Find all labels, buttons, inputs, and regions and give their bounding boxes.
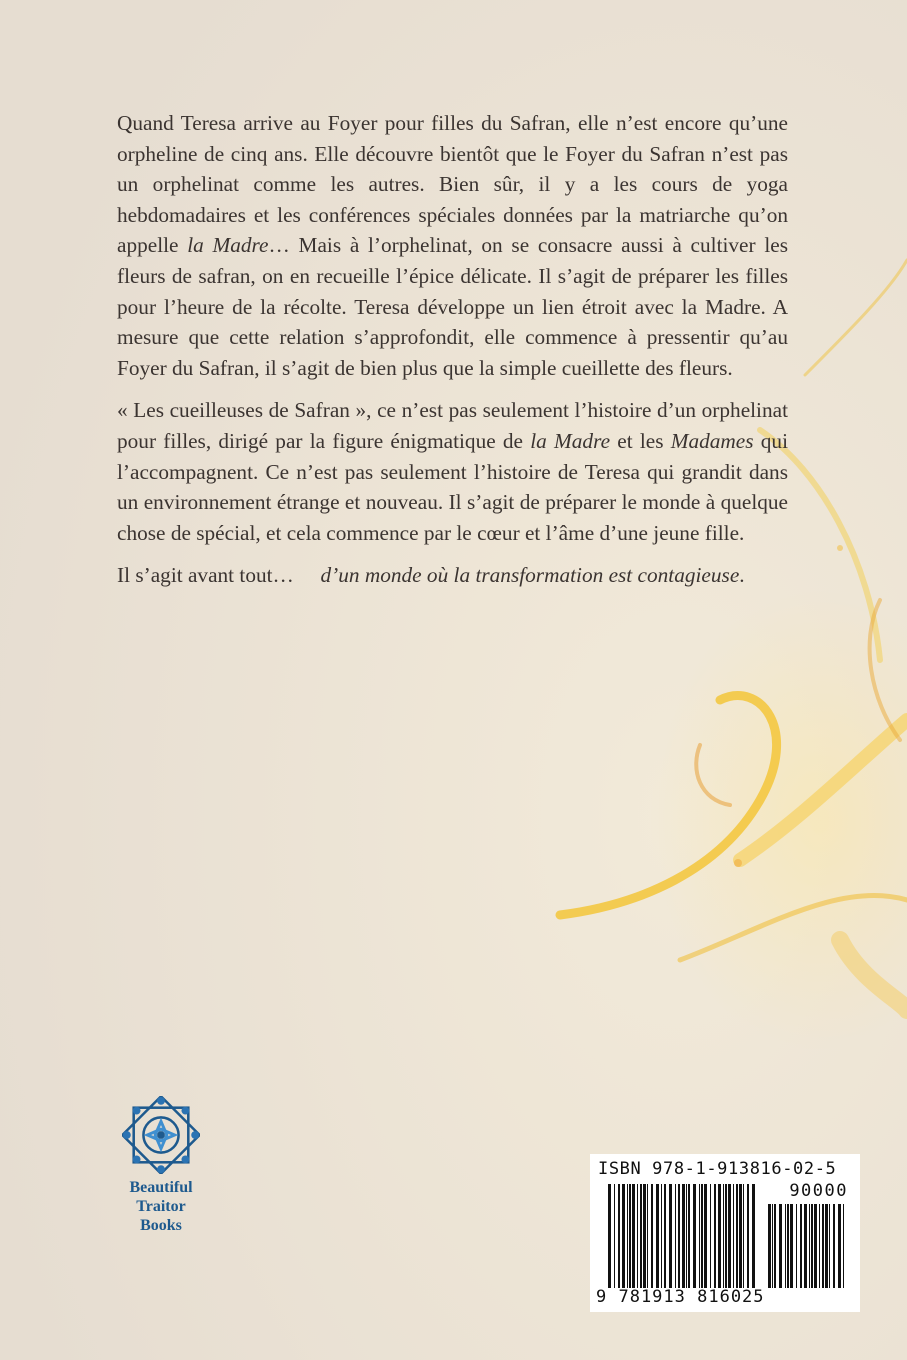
barcode-bar: [787, 1204, 789, 1288]
publisher-name-line-3: Books: [140, 1217, 182, 1234]
barcode-bar: [608, 1184, 611, 1288]
barcode-bar: [637, 1184, 638, 1288]
barcode-bar: [622, 1184, 625, 1288]
barcode-bar: [686, 1184, 687, 1288]
publisher-name-line-1: Beautiful: [129, 1179, 193, 1196]
back-cover-blurb: [117, 108, 788, 603]
blurb-paragraph-3: [117, 560, 788, 591]
blurb-paragraph-2-italic-1: la Madre: [530, 428, 611, 453]
barcode-bar: [656, 1184, 659, 1288]
blurb-paragraph-2-italic-2: Madames: [670, 428, 754, 453]
barcode-bar: [678, 1184, 680, 1288]
blurb-paragraph-2: [117, 395, 788, 548]
barcode-bar: [614, 1184, 615, 1288]
barcode-bar: [779, 1204, 782, 1288]
barcode-bar: [819, 1204, 820, 1288]
barcode-bar: [829, 1204, 830, 1288]
blurb-paragraph-3-text-2: .: [739, 563, 745, 588]
barcode-bar: [838, 1204, 841, 1288]
barcode-bar: [682, 1184, 685, 1288]
barcode-bar: [768, 1204, 771, 1288]
barcode-bar: [632, 1184, 635, 1288]
barcode-bar: [618, 1184, 620, 1288]
barcode-bar: [772, 1204, 773, 1288]
price-code: 90000: [789, 1181, 848, 1201]
barcode-bars-addon: [768, 1204, 848, 1288]
barcode-bar: [664, 1184, 666, 1288]
barcode-bar: [701, 1184, 703, 1288]
barcode-bar: [661, 1184, 662, 1288]
barcode-bar: [651, 1184, 653, 1288]
barcode-bar: [640, 1184, 642, 1288]
barcode-bar: [809, 1204, 810, 1288]
barcode-bar: [822, 1204, 824, 1288]
blurb-paragraph-2-text-3: qui l’accompagnent. Ce n’est pas seulement l’histoire de Teresa qui grandit dans un environnement étrange et nouveau. Il s’agit de préparer le monde à quelque chose de spécial, et cela commence par le cœur et l’âme d’une jeune fille.: [117, 428, 788, 545]
blurb-paragraph-2-text-2: et les: [610, 428, 671, 453]
barcode-bar: [693, 1184, 696, 1288]
barcode-bar: [833, 1204, 835, 1288]
blurb-paragraph-1-italic-1: la Madre: [187, 233, 269, 258]
barcode-bar: [843, 1204, 844, 1288]
barcode-bar: [627, 1184, 628, 1288]
barcode-bar: [800, 1204, 802, 1288]
blurb-paragraph-3-text-1: Il s’agit avant tout…: [117, 563, 321, 588]
barcode-bar: [669, 1184, 672, 1288]
blurb-paragraph-1-text-2: … Mais à l’orphelinat, on se consacre aussi à cultiver les fleurs de safran, on en recueille l’épice délicate. Il s’agit de préparer les filles pour l’heure de la récolte. Teresa développe un lien étroit avec la Madre. A mesure que cette relation s’approfondit, elle commence à pressentir qu’au Foyer du Safran, il s’agit de bien plus que la simple cueillette des fleurs.: [117, 233, 788, 380]
isbn-label: ISBN 978-1-913816-02-5: [598, 1159, 837, 1179]
barcode-bar: [796, 1204, 797, 1288]
publisher-name: [118, 1178, 204, 1235]
blurb-paragraph-2-text-1: « Les cueilleuses de Safran », ce n’est pas seulement l’histoire d’un orphelinat pour filles, dirigé par la figure énigmatique de: [117, 398, 788, 453]
barcode-digits: 9 781913 816025: [596, 1287, 765, 1307]
barcode-bar: [675, 1184, 676, 1288]
barcode-bar: [710, 1184, 711, 1288]
barcode-bars-main: [608, 1184, 758, 1288]
barcode-bar: [743, 1184, 744, 1288]
barcode-bar: [714, 1184, 716, 1288]
barcode-bar: [811, 1204, 813, 1288]
barcode-bar: [814, 1204, 817, 1288]
barcode-bar: [718, 1184, 721, 1288]
isbn-barcode: [590, 1154, 860, 1312]
barcode-bar: [804, 1204, 807, 1288]
publisher-name-line-2: Traitor: [136, 1198, 186, 1215]
barcode-bar: [747, 1184, 749, 1288]
ornamental-rosette-icon: [122, 1096, 200, 1174]
barcode-bar: [736, 1184, 738, 1288]
barcode-bar: [723, 1184, 724, 1288]
barcode-bar: [739, 1184, 742, 1288]
barcode-bar: [785, 1204, 786, 1288]
barcode-bar: [825, 1204, 828, 1288]
blurb-paragraph-1: [117, 108, 788, 383]
barcode-bar: [629, 1184, 631, 1288]
barcode-bar: [647, 1184, 648, 1288]
barcode-bar: [725, 1184, 727, 1288]
barcode-bar: [643, 1184, 646, 1288]
barcode-bar: [688, 1184, 690, 1288]
barcode-bar: [728, 1184, 731, 1288]
barcode-bar: [704, 1184, 707, 1288]
barcode-bar: [790, 1204, 793, 1288]
blurb-paragraph-1-text-1: Quand Teresa arrive au Foyer pour filles du Safran, elle n’est encore qu’une orpheline de cinq ans. Elle découvre bientôt que le Foyer du Safran n’est pas un orphelinat comme les autres. Bien sûr, il y a les cours de yoga hebdomadaires et les conférences spéciales données par la matriarche qu’on appelle: [117, 111, 788, 258]
barcode-bar: [699, 1184, 700, 1288]
barcode-bar: [733, 1184, 734, 1288]
barcode-bar: [752, 1184, 755, 1288]
publisher-logo: [118, 1096, 204, 1235]
barcode-bar: [774, 1204, 776, 1288]
blurb-paragraph-3-italic-1: d’un monde où la transformation est contagieuse: [320, 563, 740, 588]
